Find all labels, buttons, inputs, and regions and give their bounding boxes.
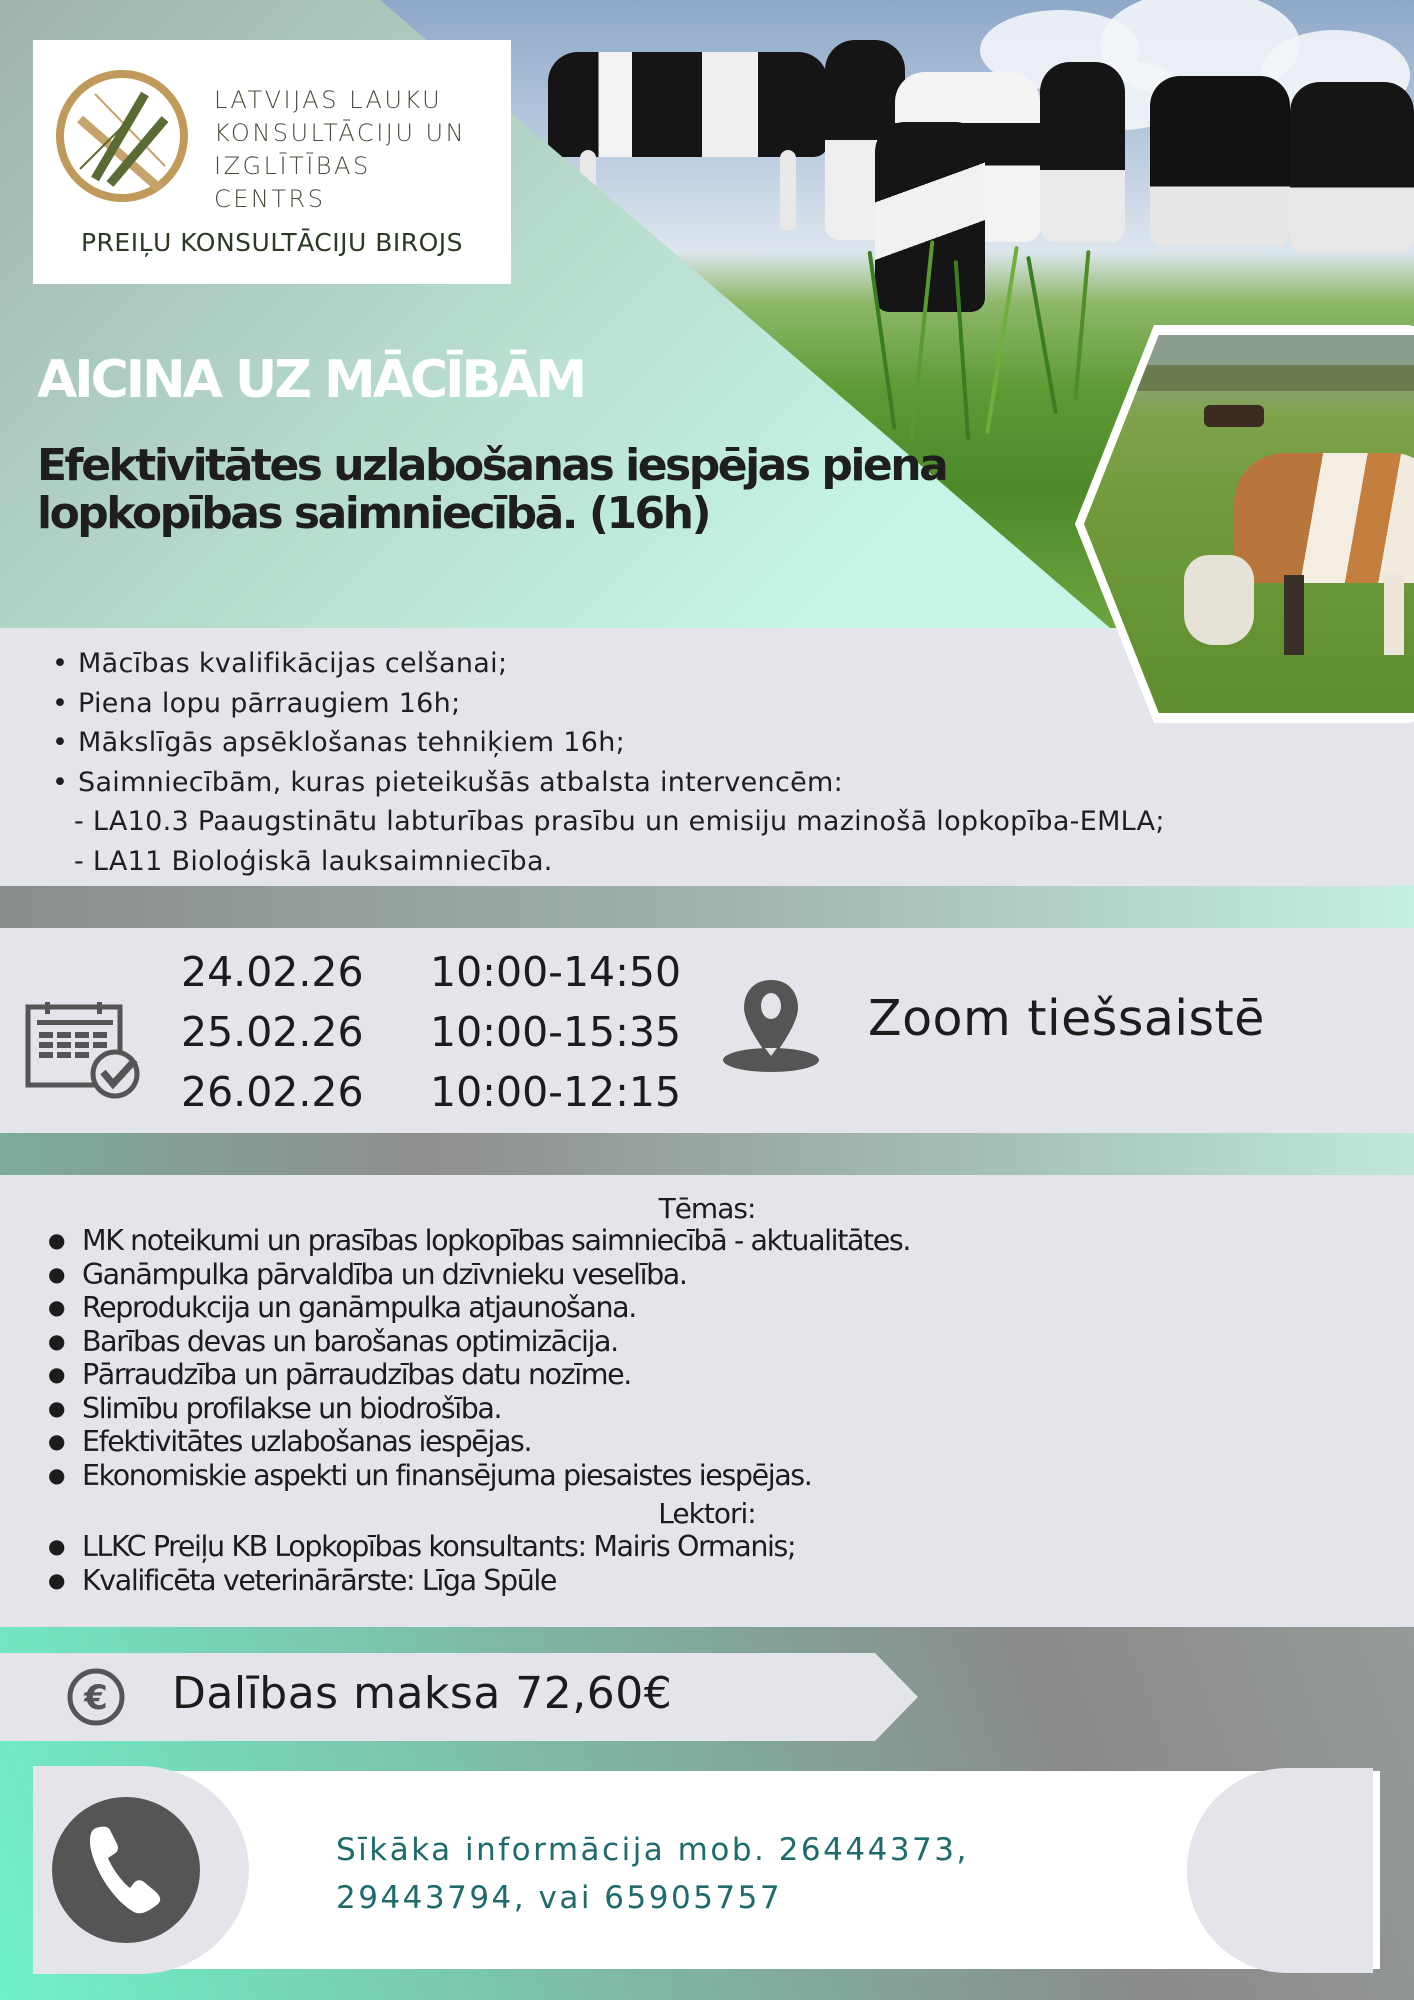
audience-subitem: - LA11 Bioloģiskā lauksaimniecība. bbox=[74, 845, 553, 877]
contact-card-right-cap bbox=[1187, 1768, 1373, 1973]
course-title-line: Efektivitātes uzlabošanas iespējas piena bbox=[37, 440, 947, 491]
lecturer-item: ● LLKC Preiļu KB Lopkopības konsultants: Mairis Ormanis; bbox=[48, 1530, 796, 1563]
topics-list bbox=[48, 1224, 910, 1492]
audience-item: • Piena lopu pārraugiem 16h; bbox=[52, 687, 461, 719]
audience-item: • Mākslīgās apsēklošanas tehniķiem 16h; bbox=[52, 727, 626, 758]
course-title-line: lopkopības saimniecībā. (16h) bbox=[37, 488, 710, 539]
topic-item: ● Reprodukcija un ganāmpulka atjaunošana. bbox=[48, 1291, 636, 1324]
divider-band bbox=[0, 886, 1414, 928]
topic-item: ● Barības devas un barošanas optimizācija. bbox=[48, 1324, 618, 1358]
session-time: 10:00-14:50 bbox=[430, 948, 682, 996]
lecturers-heading: Lektori: bbox=[658, 1497, 756, 1530]
svg-text:€: € bbox=[84, 1678, 108, 1718]
org-name-line: KONSULTĀCIJU UN bbox=[214, 119, 467, 147]
calendar-check-icon bbox=[25, 1002, 143, 1100]
session-dates bbox=[181, 942, 364, 1122]
session-times bbox=[430, 942, 681, 1122]
topic-item: ● Pārraudzība un pārraudzības datu nozīme. bbox=[48, 1358, 631, 1391]
audience-list bbox=[52, 644, 1165, 881]
divider-band bbox=[0, 1133, 1414, 1175]
lecturer-item: ● Kvalificēta veterinārārste: Līga Spūle bbox=[48, 1563, 557, 1597]
llkc-logo-icon bbox=[50, 64, 200, 214]
hero-kicker: AICINA UZ MĀCĪBĀM bbox=[37, 350, 585, 410]
venue: Zoom tiešsaistē bbox=[868, 990, 1265, 1047]
org-name-line: IZGLĪTĪBAS CENTRS bbox=[214, 152, 371, 213]
org-name-line: LATVIJAS LAUKU bbox=[214, 86, 443, 114]
participation-fee: Dalības maksa 72,60€ bbox=[172, 1668, 673, 1719]
session-date: 24.02.26 bbox=[181, 948, 364, 996]
audience-item: • Mācības kvalifikācijas celšanai; bbox=[52, 648, 508, 679]
office-name: PREIĻU KONSULTĀCIJU BIROJS bbox=[80, 228, 464, 257]
euro-icon bbox=[66, 1667, 126, 1727]
topic-item: ● MK noteikumi un prasības lopkopības saimniecībā - aktualitātes. bbox=[48, 1224, 911, 1257]
course-title bbox=[37, 442, 1037, 538]
audience-item: • Saimniecībām, kuras pieteikušās atbalsta intervencēm: bbox=[52, 766, 844, 798]
topic-item: ● Slimību profilakse un biodrošība. bbox=[48, 1391, 502, 1425]
session-time: 10:00-12:15 bbox=[430, 1068, 682, 1116]
map-pin-icon bbox=[722, 978, 820, 1072]
session-time: 10:00-15:35 bbox=[430, 1008, 682, 1056]
topics-heading: Tēmas: bbox=[658, 1192, 756, 1225]
session-date: 26.02.26 bbox=[181, 1068, 364, 1116]
org-name bbox=[214, 84, 484, 216]
topic-item: ● Efektivitātes uzlabošanas iespējas. bbox=[48, 1425, 532, 1458]
topic-item: ● Ekonomiskie aspekti un finansējuma piesaistes iespējas. bbox=[48, 1458, 812, 1492]
contact-line: 29443794, vai 65905757 bbox=[336, 1880, 783, 1916]
contact-line: Sīkāka informācija mob. 26444373, bbox=[336, 1832, 969, 1868]
phone-icon bbox=[86, 1824, 166, 1916]
contact-info bbox=[336, 1826, 969, 1922]
topic-item: ● Ganāmpulka pārvaldība un dzīvnieku veselība. bbox=[48, 1257, 687, 1291]
lecturers-list bbox=[48, 1530, 795, 1597]
session-date: 25.02.26 bbox=[181, 1008, 364, 1056]
audience-subitem: - LA10.3 Paaugstinātu labturības prasību un emisiju mazinošā lopkopība-EMLA; bbox=[74, 806, 1165, 837]
